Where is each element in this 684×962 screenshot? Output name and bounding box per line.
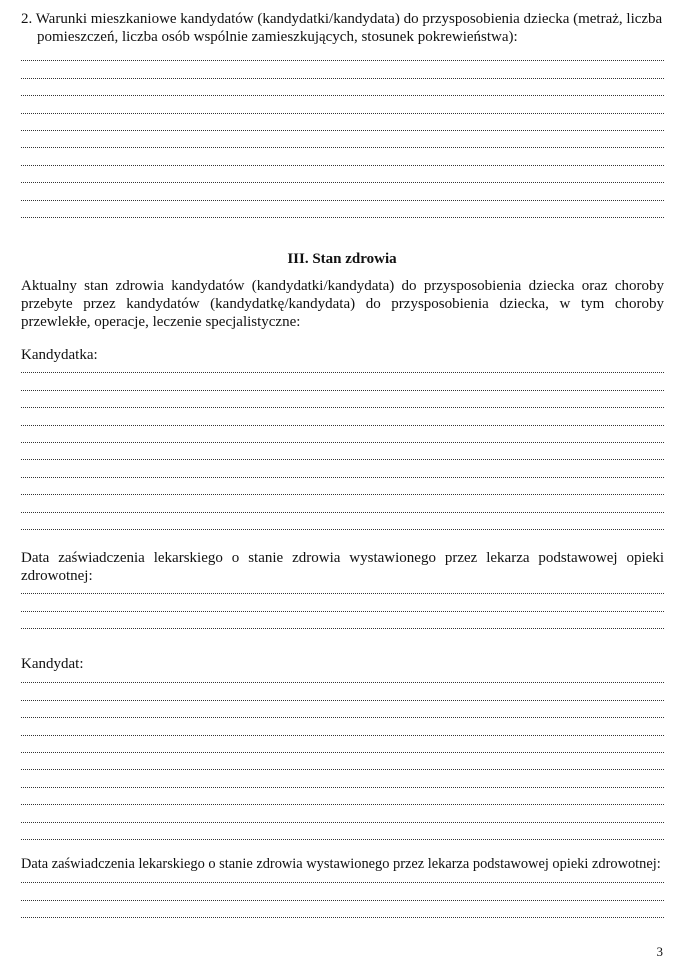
page-number: 3 [656, 944, 663, 959]
housing-answer-field[interactable] [21, 48, 664, 222]
section-heading: III. Stan zdrowia [287, 251, 397, 267]
cert-date-label-kandydat: Data zaświadczenia lekarskiego o stanie zdrowia wystawionego przez lekarza podstawowej opieki zdrowotnej: [21, 856, 661, 872]
question-text [21, 10, 664, 46]
question-line-1: 2. Warunki mieszkaniowe kandydatów (kandydatki/kandydata) do przysposobienia dziecka (metraż, liczba [21, 11, 663, 27]
cert-date-field-kandydatka[interactable] [21, 581, 664, 633]
health-intro-text: Aktualny stan zdrowia kandydatów (kandydatki/kandydata) do przysposobienia dziecka oraz choroby przebyte przez kandydatów (kandydatkę/kandydata) do przysposobienia dziecka, w tym choroby przewlekłe, operacje, leczenie specjalistyczne: [21, 278, 664, 330]
kandydatka-answer-field[interactable] [21, 360, 664, 534]
kandydatka-label: Kandydatka: [21, 347, 98, 363]
kandydat-answer-field[interactable] [21, 670, 664, 844]
housing-conditions-question [21, 10, 664, 46]
cert-date-label-kandydatka: Data zaświadczenia lekarskiego o stanie zdrowia wystawionego przez lekarza podstawowej opieki zdrowotnej: [21, 550, 664, 584]
question-line-2: pomieszczeń, liczba osób wspólnie zamieszkujących, stosunek pokrewieństwa): [37, 29, 518, 45]
kandydat-label: Kandydat: [21, 656, 84, 672]
cert-date-field-kandydat[interactable] [21, 870, 664, 922]
